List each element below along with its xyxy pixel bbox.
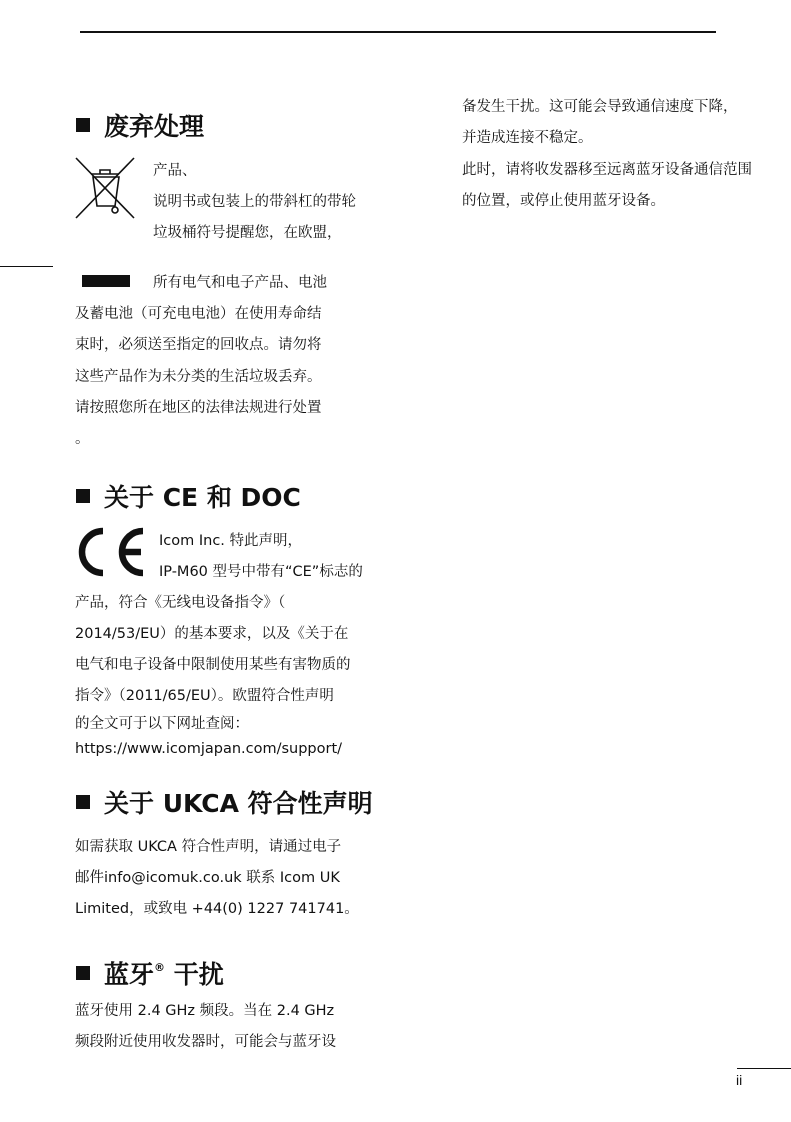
ce-line-7: 的全文可于以下网址查阅： <box>75 716 249 732</box>
bluetooth-line-5: 此时，请将收发器移至远离蓝牙设备通信范围 <box>462 162 752 178</box>
disposal-heading <box>76 112 204 142</box>
registered-mark: ® <box>154 961 166 974</box>
bluetooth-line-4: 并造成连接不稳定。 <box>462 130 593 146</box>
ukca-heading <box>76 789 373 819</box>
ce-doc-title: 关于 CE 和 DOC <box>104 483 301 512</box>
margin-tick-left <box>0 266 53 267</box>
ce-line-5: 电气和电子设备中限制使用某些有害物质的 <box>75 657 351 673</box>
disposal-line-7: 这些产品作为未分类的生活垃圾丢弃。 <box>75 369 322 385</box>
section-bullet-icon <box>76 118 90 132</box>
bluetooth-line-6: 的位置，或停止使用蓝牙设备。 <box>462 193 665 209</box>
disposal-line-2: 说明书或包装上的带斜杠的带轮 <box>153 194 356 210</box>
disposal-title: 废弃处理 <box>104 112 205 141</box>
weee-bar <box>82 275 130 287</box>
ce-line-3: 产品，符合《无线电设备指令》（ <box>75 595 286 611</box>
top-rule <box>80 31 716 33</box>
bluetooth-line-3: 备发生干扰。这可能会导致通信速度下降， <box>462 99 738 115</box>
page-number-rule <box>737 1068 791 1069</box>
disposal-line-1: 产品、 <box>153 163 197 179</box>
ce-line-1: Icom Inc. 特此声明， <box>159 533 303 549</box>
ce-line-4: 2014/53/EU）的基本要求，以及《关于在 <box>75 626 349 642</box>
ukca-title: 关于 UKCA 符合性声明 <box>104 789 373 818</box>
ukca-line-1: 如需获取 UKCA 符合性声明，请通过电子 <box>75 839 342 855</box>
ukca-line-3: Limited，或致电 +44(0) 1227 741741。 <box>75 901 359 917</box>
section-bullet-icon <box>76 795 90 809</box>
ce-line-6: 指令》（2011/65/EU）。欧盟符合性声明 <box>75 688 334 704</box>
section-bullet-icon <box>76 489 90 503</box>
ce-mark-icon <box>73 527 149 577</box>
bluetooth-title: 蓝牙 <box>104 960 155 989</box>
disposal-line-5: 及蓄电池（可充电电池）在使用寿命结 <box>75 306 322 322</box>
page-number: ii <box>736 1072 743 1088</box>
ukca-line-2: 邮件info@icomuk.co.uk 联系 Icom UK <box>75 870 340 886</box>
bluetooth-heading <box>76 953 224 990</box>
ce-line-2: IP-M60 型号中带有“CE”标志的 <box>159 564 363 580</box>
bluetooth-line-2: 频段附近使用收发器时，可能会与蓝牙设 <box>75 1034 336 1050</box>
bluetooth-title-suffix: 干扰 <box>173 960 224 989</box>
disposal-line-6: 束时，必须送至指定的回收点。请勿将 <box>75 337 322 353</box>
disposal-line-8: 请按照您所在地区的法律法规进行处置 <box>75 400 322 416</box>
ce-support-link[interactable]: https://www.icomjapan.com/support/ <box>75 741 343 757</box>
disposal-line-3: 垃圾桶符号提醒您，在欧盟， <box>153 225 342 241</box>
disposal-line-9: 。 <box>75 431 90 447</box>
crossed-wheelie-bin-icon <box>74 156 136 220</box>
ce-doc-heading <box>76 483 301 513</box>
section-bullet-icon <box>76 966 90 980</box>
bluetooth-line-1: 蓝牙使用 2.4 GHz 频段。当在 2.4 GHz <box>75 1003 335 1019</box>
disposal-line-4: 所有电气和电子产品、电池 <box>153 275 327 291</box>
